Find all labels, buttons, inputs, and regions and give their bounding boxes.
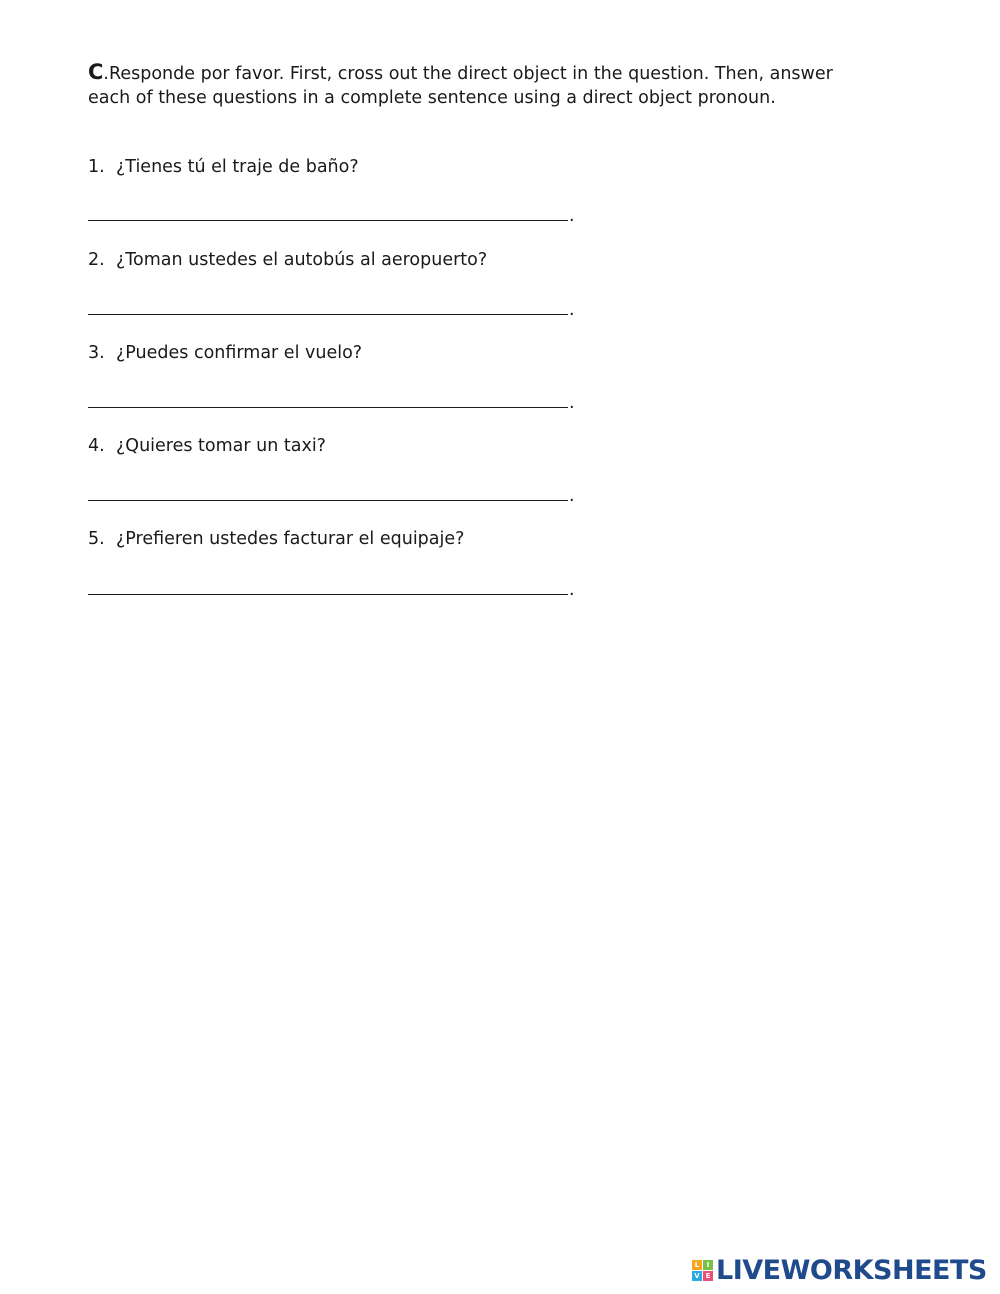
question-number: 3. <box>88 343 105 363</box>
question-4 <box>88 435 326 457</box>
question-text: ¿Puedes confirmar el vuelo? <box>116 343 363 363</box>
answer-line-1[interactable] <box>88 220 568 221</box>
question-number: 2. <box>88 250 105 270</box>
question-2 <box>88 249 487 271</box>
answer-period: . <box>569 393 575 413</box>
instructions <box>88 60 878 110</box>
section-letter: C <box>88 60 104 84</box>
logo-block-v: V <box>692 1271 702 1281</box>
question-5 <box>88 528 464 550</box>
logo-block-e: E <box>703 1271 713 1281</box>
answer-line-5[interactable] <box>88 594 568 595</box>
question-1 <box>88 156 359 178</box>
answer-line-3[interactable] <box>88 407 568 408</box>
answer-period: . <box>569 300 575 320</box>
answer-line-4[interactable] <box>88 500 568 501</box>
question-text: ¿Toman ustedes el autobús al aeropuerto? <box>116 250 488 270</box>
question-3 <box>88 342 362 364</box>
liveworksheets-logo[interactable] <box>692 1255 987 1285</box>
answer-line-2[interactable] <box>88 314 568 315</box>
question-number: 5. <box>88 529 105 549</box>
question-number: 4. <box>88 436 105 456</box>
logo-block-i: I <box>703 1260 713 1270</box>
logo-blocks-icon <box>692 1260 713 1281</box>
answer-period: . <box>569 206 575 226</box>
logo-block-l: L <box>692 1260 702 1270</box>
question-text: ¿Prefieren ustedes facturar el equipaje? <box>116 529 465 549</box>
logo-text: LIVEWORKSHEETS <box>716 1254 987 1286</box>
answer-period: . <box>569 580 575 600</box>
question-text: ¿Tienes tú el traje de baño? <box>116 157 359 177</box>
answer-period: . <box>569 486 575 506</box>
instructions-text: .Responde por favor. First, cross out the direct object in the question. Then, answer each of these questions in a complete sentence using a direct object pronoun. <box>88 64 833 108</box>
question-text: ¿Quieres tomar un taxi? <box>116 436 326 456</box>
question-number: 1. <box>88 157 105 177</box>
